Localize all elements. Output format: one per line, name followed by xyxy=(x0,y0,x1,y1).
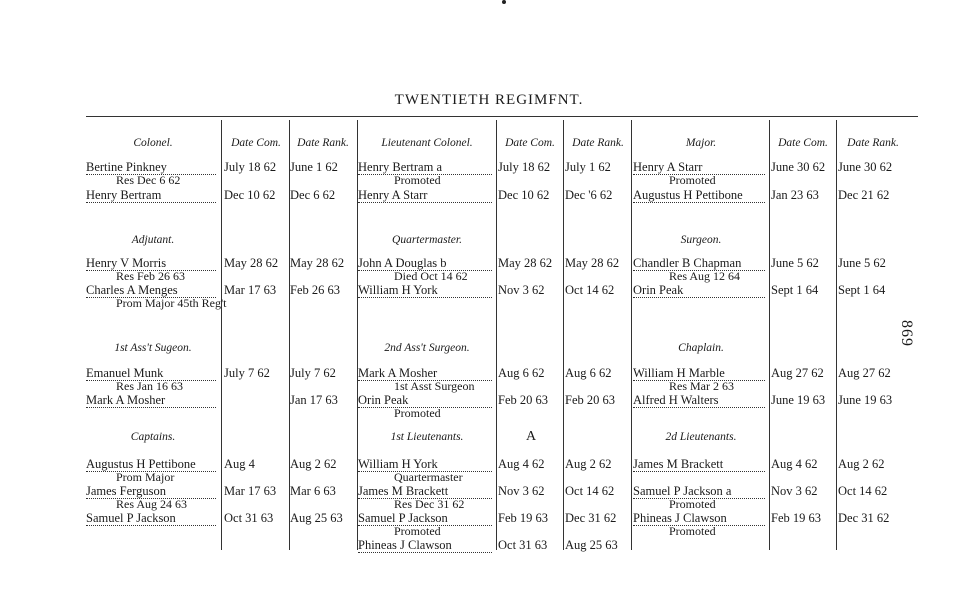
date-cell: Dec '6 62 xyxy=(565,188,613,202)
page-title: TWENTIETH REGIMFNT. xyxy=(394,92,584,108)
officer-entry: Samuel P Jackson xyxy=(86,511,216,526)
date-cell: Aug 4 62 xyxy=(771,457,818,471)
officer-entry: 1st Asst Surgeon xyxy=(394,379,475,393)
officer-entry: Promoted xyxy=(394,173,441,187)
date-cell: Dec 31 62 xyxy=(565,511,617,525)
date-cell: June 5 62 xyxy=(771,256,819,270)
officer-entry: Res Aug 24 63 xyxy=(116,497,188,511)
officer-entry: Henry A Starr xyxy=(358,188,492,203)
officer-entry: Orin Peak xyxy=(633,283,765,298)
officer-entry: Phineas J Clawson xyxy=(358,538,492,553)
officer-entry: Promoted xyxy=(394,406,441,420)
officer-entry: Mark A Mosher xyxy=(86,393,216,408)
officer-entry: James M Brackett xyxy=(633,457,765,472)
date-cell: May 28 62 xyxy=(565,256,620,270)
date-cell: June 19 63 xyxy=(838,393,893,407)
date-cell: June 19 63 xyxy=(771,393,826,407)
date-cell: Aug 2 62 xyxy=(290,457,337,471)
date-cell: Oct 31 63 xyxy=(224,511,274,525)
section-heading: 1st Lieutenants. xyxy=(390,431,464,443)
column-rule xyxy=(836,120,837,550)
column-rule xyxy=(769,120,770,550)
column-rule xyxy=(496,120,497,550)
column-rule xyxy=(631,120,632,550)
officer-entry: James M Brackett xyxy=(358,484,492,499)
officer-entry: Promoted xyxy=(669,497,716,511)
officer-entry: Henry V Morris xyxy=(86,256,216,271)
officer-entry: Henry A Starr xyxy=(633,160,765,175)
date-cell: May 28 62 xyxy=(224,256,279,270)
page-number: 869 xyxy=(898,320,915,347)
date-cell: Aug 25 63 xyxy=(290,511,343,525)
officer-entry: Res Jan 16 63 xyxy=(116,379,183,393)
date-cell: June 30 62 xyxy=(771,160,826,174)
date-cell: Nov 3 62 xyxy=(771,484,818,498)
officer-entry: John A Douglas b xyxy=(358,256,492,271)
officer-entry: Charles A Menges xyxy=(86,283,216,298)
date-cell: May 28 62 xyxy=(498,256,553,270)
top-rule xyxy=(86,116,918,117)
date-cell: Nov 3 62 xyxy=(498,283,545,297)
date-cell: Oct 14 62 xyxy=(838,484,888,498)
officer-entry: William H York xyxy=(358,457,492,472)
date-cell: Dec 10 62 xyxy=(224,188,276,202)
officer-entry: Res Feb 26 63 xyxy=(116,269,185,283)
officer-entry: Samuel P Jackson a xyxy=(633,484,765,499)
section-heading: Adjutant. xyxy=(131,234,175,246)
officer-entry: Emanuel Munk xyxy=(86,366,216,381)
section-heading: Captains. xyxy=(130,431,176,443)
date-cell: July 1 62 xyxy=(565,160,611,174)
officer-entry: Chandler B Chapman xyxy=(633,256,765,271)
officer-entry: Res Dec 6 62 xyxy=(116,173,181,187)
section-heading: Major. xyxy=(685,137,717,149)
date-cell: Oct 31 63 xyxy=(498,538,548,552)
date-cell: Aug 27 62 xyxy=(838,366,891,380)
date-cell: Aug 4 62 xyxy=(498,457,545,471)
officer-entry: Henry Bertram xyxy=(86,188,216,203)
date-cell: July 18 62 xyxy=(224,160,277,174)
officer-entry: Phineas J Clawson xyxy=(633,511,765,526)
date-cell: Sept 1 64 xyxy=(771,283,819,297)
section-heading: Lieutenant Colonel. xyxy=(381,137,473,149)
officer-entry: Augustus H Pettibone xyxy=(633,188,765,203)
officer-entry: Quartermaster xyxy=(394,470,463,484)
officer-entry: Prom Major 45th Reg't xyxy=(116,296,227,310)
date-cell: Dec 6 62 xyxy=(290,188,336,202)
date-cell: Jan 17 63 xyxy=(290,393,338,407)
date-cell: Mar 17 63 xyxy=(224,283,277,297)
officer-entry: Bertine Pinkney xyxy=(86,160,216,175)
date-cell: May 28 62 xyxy=(290,256,345,270)
officer-entry: Henry Bertram a xyxy=(358,160,492,175)
officer-entry: Alfred H Walters xyxy=(633,393,765,408)
section-heading: 1st Ass't Sugeon. xyxy=(114,342,192,354)
officer-entry: Promoted xyxy=(394,524,441,538)
officer-entry: Promoted xyxy=(669,173,716,187)
date-cell: Dec 10 62 xyxy=(498,188,550,202)
date-cell: July 7 62 xyxy=(290,366,336,380)
date-cell: Feb 19 63 xyxy=(771,511,821,525)
date-cell: Aug 27 62 xyxy=(771,366,824,380)
officer-entry: James Ferguson xyxy=(86,484,216,499)
date-cell: Aug 4 xyxy=(224,457,255,471)
date-cell: Aug 6 62 xyxy=(565,366,612,380)
officer-entry: William H Marble xyxy=(633,366,765,381)
officer-entry: Augustus H Pettibone xyxy=(86,457,216,472)
date-cell: Oct 14 62 xyxy=(565,484,615,498)
section-heading: Surgeon. xyxy=(680,234,722,246)
date-cell: Feb 20 63 xyxy=(498,393,548,407)
officer-entry: Res Aug 12 64 xyxy=(669,269,741,283)
date-cell: Jan 23 63 xyxy=(771,188,819,202)
section-heading: Colonel. xyxy=(133,137,173,149)
section-heading: 2nd Ass't Surgeon. xyxy=(384,342,470,354)
section-heading: Date Com. xyxy=(231,137,281,149)
date-cell: Aug 2 62 xyxy=(565,457,612,471)
section-heading: Date Rank. xyxy=(847,137,899,149)
section-heading: Date Rank. xyxy=(572,137,624,149)
column-rule xyxy=(563,120,564,550)
section-heading: Date Com. xyxy=(505,137,555,149)
date-cell: Sept 1 64 xyxy=(838,283,886,297)
officer-entry: Res Dec 31 62 xyxy=(394,497,465,511)
officer-entry: Orin Peak xyxy=(358,393,492,408)
column-rule xyxy=(221,120,222,550)
date-cell: June 5 62 xyxy=(838,256,886,270)
date-cell: June 30 62 xyxy=(838,160,893,174)
date-cell: Mar 17 63 xyxy=(224,484,277,498)
date-cell: Aug 2 62 xyxy=(838,457,885,471)
date-cell: Aug 25 63 xyxy=(565,538,618,552)
date-cell: Nov 3 62 xyxy=(498,484,545,498)
date-cell: Aug 6 62 xyxy=(498,366,545,380)
officer-entry: Promoted xyxy=(669,524,716,538)
section-heading: Date Rank. xyxy=(297,137,349,149)
officer-entry: Mark A Mosher xyxy=(358,366,492,381)
ink-dot xyxy=(502,0,506,4)
section-heading: Chaplain. xyxy=(678,342,724,354)
margin-mark: A xyxy=(526,429,537,444)
officer-entry: Samuel P Jackson xyxy=(358,511,492,526)
date-cell: Feb 19 63 xyxy=(498,511,548,525)
date-cell: Mar 6 63 xyxy=(290,484,336,498)
officer-entry: William H York xyxy=(358,283,492,298)
date-cell: Dec 31 62 xyxy=(838,511,890,525)
date-cell: Feb 20 63 xyxy=(565,393,615,407)
section-heading: 2d Lieutenants. xyxy=(665,431,737,443)
officer-entry: Res Mar 2 63 xyxy=(669,379,734,393)
date-cell: Dec 21 62 xyxy=(838,188,890,202)
date-cell: Oct 14 62 xyxy=(565,283,615,297)
section-heading: Date Com. xyxy=(778,137,828,149)
date-cell: June 1 62 xyxy=(290,160,338,174)
section-heading: Quartermaster. xyxy=(392,234,462,246)
date-cell: Feb 26 63 xyxy=(290,283,340,297)
officer-entry: Prom Major xyxy=(116,470,175,484)
date-cell: July 18 62 xyxy=(498,160,551,174)
officer-entry: Died Oct 14 62 xyxy=(394,269,468,283)
date-cell: July 7 62 xyxy=(224,366,270,380)
